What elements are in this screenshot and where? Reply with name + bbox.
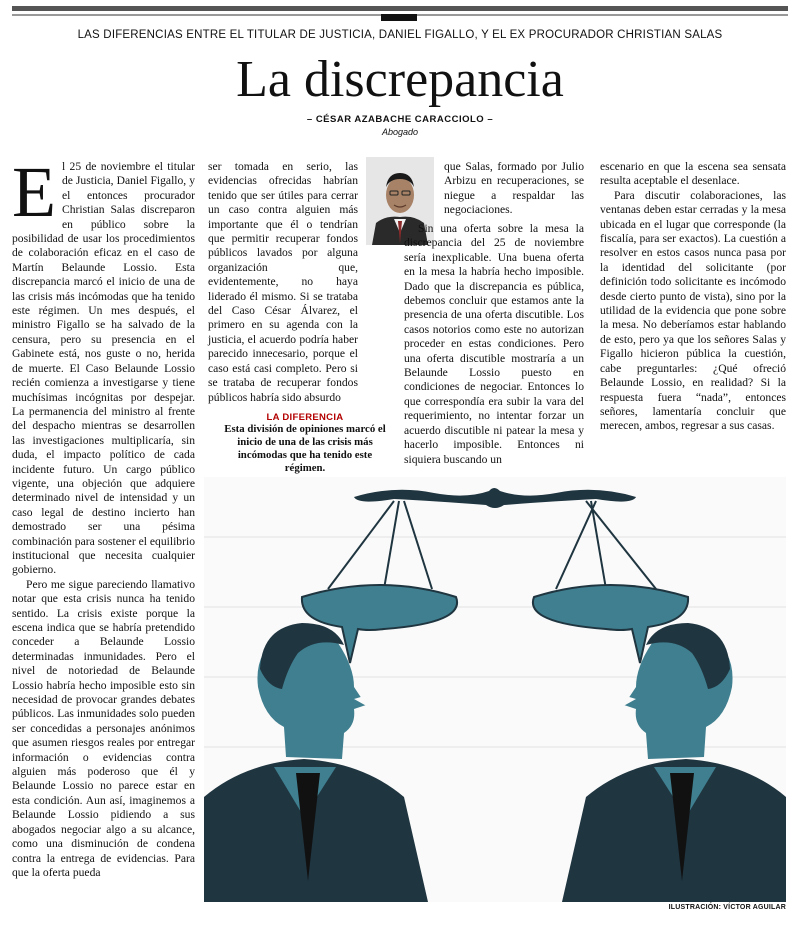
article-column-4 [600,160,786,478]
byline: – CÉSAR AZABACHE CARACCIOLO – [306,114,494,125]
article-column-3-top [444,160,584,220]
top-rule-notch [381,14,417,21]
top-rule [12,6,788,11]
paragraph: ser tomada en serio, las evidencias ofrecidas habrían tenido que ser útiles para cerrar un caso contra alguien más importante que él o tendrían que permitir recuperar fondos públicos lavados por alguna organización que, evidentemente, no haya liderado él mismo. Si se trataba del Caso César Álvarez, el primero en su agenda con la justicia, el acuerdo podría haber parecido innecesario, porque el caso está casi completo. Pero si se trataba de recuperar fondos públicos habría sido absurdo [208,160,358,404]
article-column-1 [12,152,195,905]
pull-quote-label: LA DIFERENCIA [266,412,344,423]
illustration-credit: ILUSTRACIÓN: VÍCTOR AGUILAR [668,904,786,911]
author-role: Abogado [381,127,419,137]
illustration [204,477,786,902]
paragraph: Pero me sigue pareciendo llamativo notar que esta crisis nunca ha tenido sentido. La crisis existe porque la escena indica que se habría pretendido conceder a Belaunde Lossio determinadas inmunidades. Pero el nivel de notoriedad de Belaunde Lossio habría hecho imposible esto sin necesidad de provocar grandes debates públicos. Las inmunidades solo pueden ser concedidas a personajes anónimos que asumen riesgos reales por entregar información o evidencias contra alguien más poderoso que él y Belaunde Lossio no parece estar en esta condición. Aun así, imaginemos a Belaunde Lossio pidiendo a sus abogados negociar algo a su alcance, como una disminución de condena contra la entrega de evidencias. Para que la oferta pueda [12,577,195,879]
paragraph: Sin una oferta sobre la mesa la discrepancia del 25 de noviembre sería inexplicable. Una buena oferta en la mesa la habría hecho imposible. Dado que la discrepancia es pública, debemos concluir que estamos ante la presencia de una oferta discutible. Los casos notorios como este no autorizan proceder en estas condiciones. Pero una oferta discutible mostraría a un Belaunde Lossio puesto en condiciones de negociar. Entonces lo que correspondía era subir la vara del requerimiento, no intentar forzar un acuerdo discutible ni patear la mesa y hacerlo imposible. Entonces ni siquiera buscando un [404,222,584,466]
pull-quote-text: Esta división de opiniones marcó el inicio de una de las crisis más incómodas que ha tenido este régimen. [224,423,386,474]
article-column-3 [404,222,584,476]
scale-debate-illustration [204,477,786,902]
pull-quote [220,412,390,475]
drop-cap: E [12,152,56,232]
headline: La discrepancia [236,51,564,108]
kicker: LAS DIFERENCIAS ENTRE EL TITULAR DE JUSTICIA, DANIEL FIGALLO, Y EL EX PROCURADOR CHRISTIAN SALAS [77,29,723,41]
paragraph: El 25 de noviembre el titular de Justicia, Daniel Figallo, y el entonces procurador Christian Salas discreparon en público sobre la posibilidad de usar los procedimientos de colaboración eficaz en el caso de Martín Belaunde Lossio. Esta discrepancia marcó el inicio de una de las crisis más incómodas que ha tenido este régimen. Un mes después, el ministro Figallo se ha salvado de la censura, pero su presencia en el Gabinete está, nos guste o no, herida de muerte. El Caso Belaunde Lossio recién comienza a investigarse y tiene muchísimas incógnitas por despejar. La permanencia del ministro al frente del despacho mientras se desarrollen las investigaciones multiplicaría, sin duda, el impacto político de cada incidente futuro. Un cargo público vigente, una objeción que adquiere determinado nivel de intensidad y un caso legal de destino incierto han demostrado ser una pésima combinación para sostener el equilibrio institucional que necesita cualquier gobierno. [12,152,195,577]
paragraph: escenario en que la escena sea sensata resulta aceptable el desenlace. [600,160,786,188]
paragraph: que Salas, formado por Julio Arbizu en recuperaciones, se niegue a respaldar las negociaciones. [444,160,584,217]
article-column-2 [208,160,358,404]
paragraph: Para discutir colaboraciones, las ventanas deben estar cerradas y la mesa ubicada en el lugar que corresponde (la fiscalía, para ser exactos). La cuestión a resolver en estos casos nunca pasa por la identidad del solicitante (por definición todo solicitante es incómodo desde cierto punto de vista), sino por la utilidad de la evidencia que pone sobre la mesa. No deberíamos estar hablando de esto, pero ya que los señores Salas y Figallo hicieron pública la cuestión, cabe preguntarles: ¿Qué ofreció Belaunde Lossio, en realidad? Si la respuesta fuera “nada”, entonces señores, lamentaría concluir que merecen, ambos, regresar a sus casas. [600,188,786,433]
